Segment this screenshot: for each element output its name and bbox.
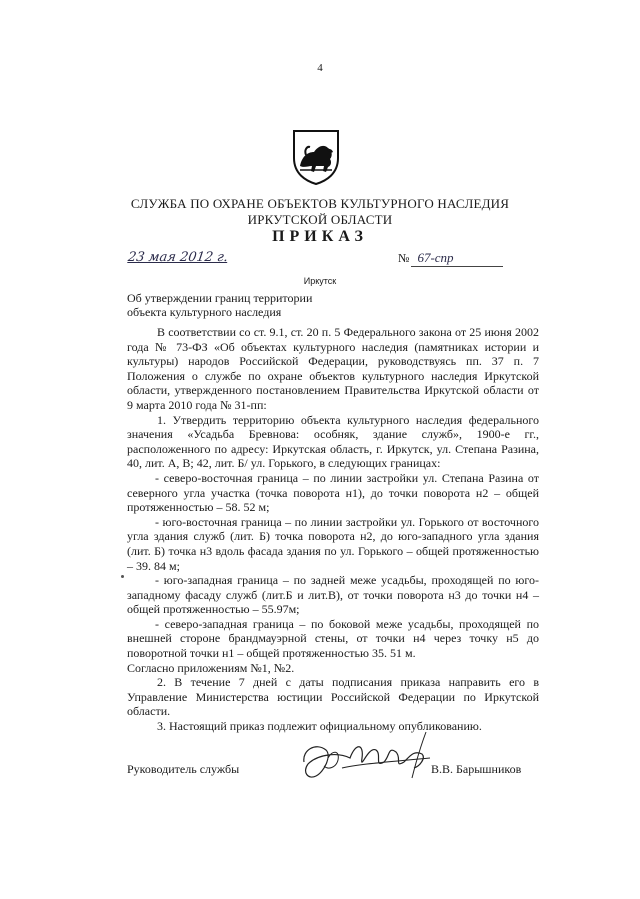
agency-line-2: ИРКУТСКОЙ ОБЛАСТИ xyxy=(247,212,393,227)
handwritten-date: 23 мая 2012 г. xyxy=(126,250,229,265)
item-1-paragraph: 1. Утвердить территорию объекта культурного наследия федерального значения «Усадьба Бревнова: особняк, здание служб», 1900-е гг., расположенного по адресу: Иркутская область, г. Иркутск, ул. Степана Разина, 40, лит. А, В; 42, лит. Б/ ул. Горького, в следующих границах: xyxy=(127,412,539,471)
signatory-title: Руководитель службы xyxy=(127,762,240,776)
agency-line-1: СЛУЖБА ПО ОХРАНЕ ОБЪЕКТОВ КУЛЬТУРНОГО НАСЛЕДИЯ xyxy=(130,196,510,211)
order-body xyxy=(127,325,539,734)
item-3-paragraph: 3. Настоящий приказ подлежит официальному опубликованию. xyxy=(157,719,482,734)
subject-line-2: объекта культурного наследия xyxy=(127,305,282,319)
subject-line-1: Об утверждении границ территории xyxy=(127,291,313,305)
signatory-name: В.В. Барышников xyxy=(431,762,522,776)
order-number xyxy=(398,250,503,267)
order-subject xyxy=(127,291,312,319)
agency-name xyxy=(0,196,640,228)
handwritten-signature xyxy=(298,728,446,790)
coat-of-arms-icon xyxy=(290,128,342,186)
page-number: 4 xyxy=(317,62,323,74)
margin-mark xyxy=(121,575,124,578)
handwritten-order-number: 67-спр xyxy=(411,250,503,267)
boundary-north-east: - северо-восточная граница – по линии застройки ул. Степана Разина от северного угла участка (точка поворота н1), до точки поворота н2 – общей протяженностью – 58. 52 м; xyxy=(127,470,539,515)
document-type-title: ПРИКАЗ xyxy=(272,228,368,245)
boundary-south-west: - юго-западная граница – по задней меже усадьбы, проходящей по юго-западному фасаду служб (лит.Б и лит.В), от точки поворота н3 до точки н4 – общей протяженностью – 55.97м; xyxy=(127,573,539,617)
annex-note: Согласно приложениям №1, №2. xyxy=(127,660,295,675)
item-2-paragraph: 2. В течение 7 дней с даты подписания приказа направить его в Управление Министерства юстиции Российской Федерации по Иркутской области. xyxy=(127,675,539,719)
order-number-label: № xyxy=(398,251,410,265)
city-name: Иркутск xyxy=(303,276,337,286)
boundary-north-west: - северо-западная граница – по боковой меже усадьбы, проходящей по внешней стороне брандмауэрной стены, от точки н4 через точку н5 до поворотной точки н1 – общей протяженностью 35. 51 м. xyxy=(127,616,539,661)
boundary-south-east: - юго-восточная граница – по линии застройки ул. Горького от восточного угла здания служб (лит. Б) точка поворота н2, до юго-западного угла здания (лит. Б) точка н3 вдоль фасада здания по ул. Горького – общей протяженностью – 39. 84 м; xyxy=(127,514,539,573)
preamble-paragraph: В соответствии со ст. 9.1, ст. 20 п. 5 Федерального закона от 25 июня 2002 года № 73-ФЗ «Об объектах культурного наследия (памятниках истории и культуры) народов Российской Федерации, руководствуясь пп. 37 п. 7 Положения о службе по охране объектов культурного наследия Иркутской области, утвержденного постановлением Правительства Иркутской области от 9 марта 2010 года № 31-пп: xyxy=(127,325,539,412)
